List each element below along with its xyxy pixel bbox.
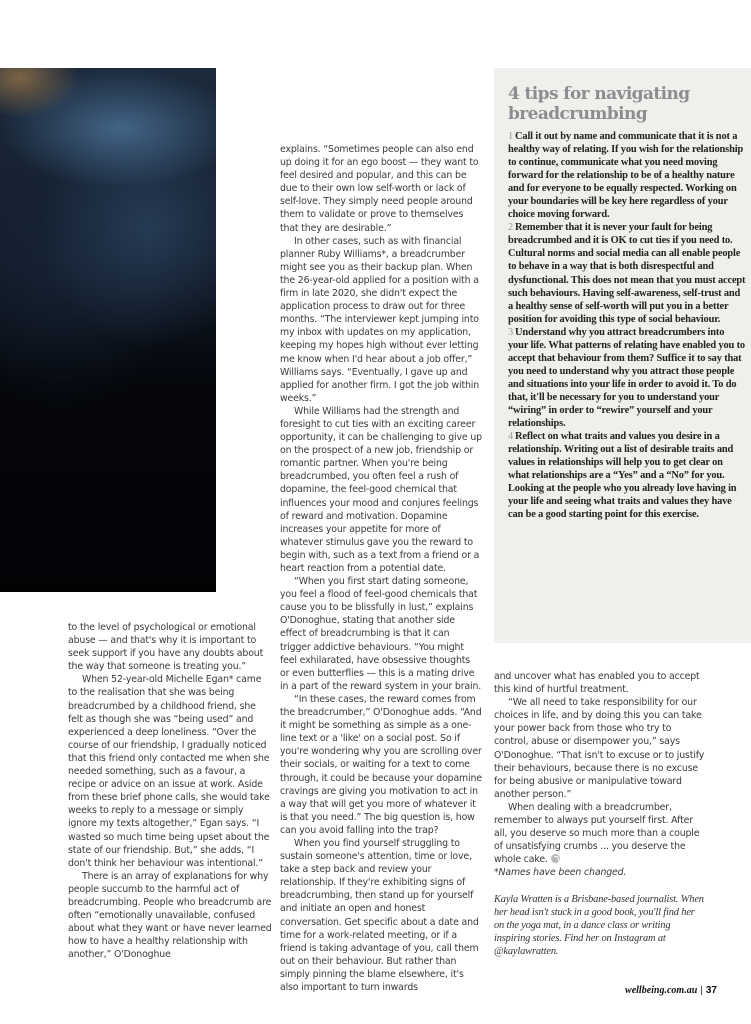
paragraph: explains. “Sometimes people can also end up doing it for an ego boost — they want to feel desired and popular, and this can be due to their own low self-worth or lack of self-love. They simply need people around them to validate or prove to themselves that they are desirable.” bbox=[280, 144, 479, 234]
tip-number: 2 bbox=[508, 222, 514, 234]
paragraph: While Williams had the strength and foresight to cut ties with an exciting career opportunity, it can be challenging to give up on the prospect of a new job, friendship or romantic partner. When you're being breadcrumbed, you often feel a rush of dopamine, the feel-good chemical that influences your mood and conjures feelings of reward and motivation. Dopamine increases your appetite for more of whatever stimulus gave you the reward to begin with, such as a text from a friend or a heart reaction from a potential date. bbox=[280, 405, 482, 574]
paragraph: When you find yourself struggling to sustain someone's attention, time or love, take a step back and review your relationship. If they're exhibiting signs of breadcrumbing, then stand up for yourself and initiate an open and honest conversation. Get specific about a date and time for a work-related meeting, or if a friend is taking advantage of you, call them out on their behaviour. But rather than simply pinning the blame elsewhere, it's also important to turn inwards bbox=[280, 837, 479, 993]
tips-list bbox=[508, 130, 746, 521]
tip-text: Understand why you attract breadcrumbers into your life. What patterns of relating have enabled you to accept that behaviour from them? Suffice it to say that you need to understand why you attract those people and situations into your life in order to avoid it. To do that, it'll be necessary for you to understand your “wiring” in order to “rewire” yourself and your relationships. bbox=[508, 326, 745, 430]
footer-site-link[interactable]: wellbeing.com.au bbox=[625, 985, 698, 996]
article-column-3 bbox=[494, 670, 706, 958]
article-column-2 bbox=[280, 143, 482, 994]
tips-title: 4 tips for navigating breadcrumbing bbox=[508, 84, 690, 124]
footer-separator: | bbox=[700, 985, 703, 996]
tips-sidebar-box bbox=[494, 68, 751, 643]
tip-number: 4 bbox=[508, 431, 514, 443]
closing-text: When dealing with a breadcrumber, remember to always put yourself first. After all, you deserve so much more than a couple of unsatisfying crumbs ... you deserve the whole cake. bbox=[494, 801, 700, 866]
article-photo bbox=[0, 68, 216, 592]
tip-text: Remember that it is never your fault for being breadcrumbed and it is OK to cut ties if you need to. Cultural norms and social media can all enable people to behave in a way that is both disrespectful and dysfunctional. This does not mean that you must accept such behaviours. Having self-awareness, self-trust and a healthy sense of self-worth will put you in a better position for avoiding this type of social behaviour. bbox=[508, 222, 746, 325]
page-footer bbox=[625, 985, 717, 996]
paragraph: There is an array of explanations for why people succumb to the harmful act of breadcrumbing. People who breadcrumb are often “emotionally unavailable, confused about what they want or have never learned how to have a healthy relationship with another,” O'Donoghue bbox=[68, 870, 272, 961]
tip-item bbox=[508, 326, 746, 430]
paragraph: When 52-year-old Michelle Egan* came to the realisation that she was being breadcrumbed by a childhood friend, she felt as though she was “being used” and experienced a deep loneliness. “Over the course of our friendship, I gradually noticed that this friend only contacted me when she needed something, such as a favour, a recipe or advice on an issue at work. Aside from these brief phone calls, she would take weeks to reply to a message or simply ignore my texts altogether,” Egan says. “I wasted so much time being upset about the state of our friendship. But,” she adds, “I don't think her behaviour was intentional.” bbox=[68, 674, 270, 869]
names-changed-note: *Names have been changed. bbox=[494, 867, 627, 879]
tip-text: Reflect on what traits and values you desire in a relationship. Writing out a list of desirable traits and values in relationships will help you to get clear on what relationships are a “Yes” and a “No” for you. Looking at the people who you already love having in your life and seeing what traits and values they have can be a good starting point for this exercise. bbox=[508, 431, 737, 521]
tip-item bbox=[508, 221, 746, 325]
tip-item bbox=[508, 130, 746, 221]
end-mark-icon bbox=[551, 854, 560, 863]
paragraph: and uncover what has enabled you to accept this kind of hurtful treatment. bbox=[494, 671, 700, 696]
page-number: 37 bbox=[705, 985, 717, 996]
tip-number: 1 bbox=[508, 131, 514, 142]
paragraph: In other cases, such as with financial planner Ruby Williams*, a breadcrumber might see you as their backup plan. When the 26-year-old applied for a position with a firm in late 2020, she didn't expect the application process to draw out for three months. “The interviewer kept jumping into my inbox with updates on my application, keeping my hopes high without ever letting me know when I'd hear about a job offer,” Williams says. “Eventually, I gave up and applied for another firm. I got the job within weeks.” bbox=[280, 235, 480, 404]
paragraph: “In these cases, the reward comes from the breadcrumber,” O'Donoghue adds. “And it might be something as simple as a one-line text or a 'like' on a social post. So if you're wondering why you are scrolling over their socials, or waiting for a text to come through, it could be because your dopamine cravings are giving you motivation to act in a way that will get you more of whatever it is that you need.” The big question is, how can you avoid falling into the trap? bbox=[280, 693, 482, 836]
tip-number: 3 bbox=[508, 326, 514, 338]
paragraph: to the level of psychological or emotional abuse — and that's why it is important to seek support if you have any doubts about the way that someone is treating you.” bbox=[68, 622, 264, 673]
tip-item bbox=[508, 430, 746, 521]
paragraph bbox=[494, 801, 706, 866]
tip-text: Call it out by name and communicate that it is not a healthy way of relating. If you wish for the relationship to continue, communicate what you need moving forward for the relationship to be of a healthy nature and for everyone to be equally respected. Working on your boundaries will be key here regardless of your choice moving forward. bbox=[508, 131, 744, 221]
author-bio: Kayla Wratten is a Brisbane-based journalist. When her head isn't stuck in a good book, you'll find her on the yoga mat, in a dance class or writing inspiring stories. Find her on Instagram at @kaylawratten. bbox=[494, 893, 704, 957]
paragraph: “We all need to take responsibility for our choices in life, and by doing this you can take your power back from those who try to control, abuse or disempower you,” says O'Donoghue. “That isn't to excuse or to justify their behaviours, because there is no excuse for being abusive or manipulative toward another person.” bbox=[494, 697, 705, 800]
article-column-1 bbox=[68, 621, 272, 961]
paragraph: “When you first start dating someone, you feel a flood of feel-good chemicals that cause you to be blissfully in lust,” explains O'Donoghue, stating that another side effect of breadcrumbing is that it can trigger addictive behaviours. “You might feel exhilarated, have obsessive thoughts or even butterflies — this is a mating drive in a part of the reward system in your brain. bbox=[280, 576, 482, 692]
